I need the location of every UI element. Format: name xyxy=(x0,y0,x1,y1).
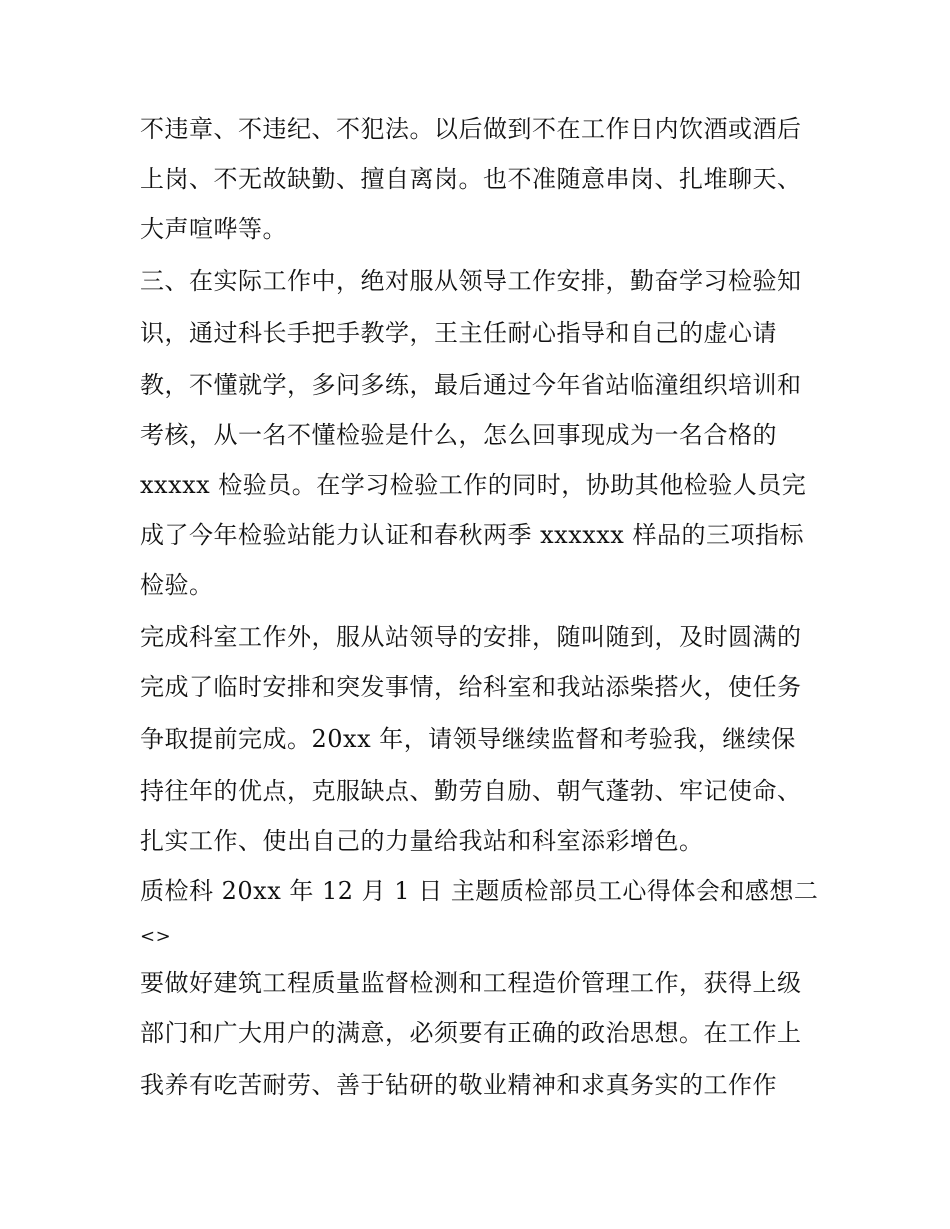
text-line: 部门和广大用户的满意，必须要有正确的政治思想。在工作上 xyxy=(140,1019,802,1047)
text-line: xxxxx 检验员。在学习检验工作的同时，协助其他检验人员完 xyxy=(140,471,807,499)
text-line: <> xyxy=(140,926,172,947)
text-line: 完成了临时安排和突发事情，给科室和我站添柴搭火，使任务 xyxy=(140,673,802,701)
text-line: 识，通过科长手把手教学，王主任耐心指导和自己的虚心请 xyxy=(140,319,777,347)
text-line: 我养有吃苦耐劳、善于钻研的敬业精神和求真务实的工作作 xyxy=(140,1071,777,1099)
text-line: 大声喧哗等。 xyxy=(140,215,287,243)
text-line: 三、在实际工作中，绝对服从领导工作安排，勤奋学习检验知 xyxy=(140,267,802,295)
text-line: 要做好建筑工程质量监督检测和工程造价管理工作，获得上级 xyxy=(140,969,802,997)
text-line: 不违章、不违纪、不犯法。以后做到不在工作日内饮酒或酒后 xyxy=(140,115,802,143)
text-line: 扎实工作、使出自己的力量给我站和科室添彩增色。 xyxy=(140,827,704,855)
text-line: 考核，从一名不懂检验是什么，怎么回事现成为一名合格的 xyxy=(140,421,777,449)
text-line: 检验。 xyxy=(140,571,214,599)
text-line: 争取提前完成。20xx 年，请领导继续监督和考验我，继续保 xyxy=(140,725,796,753)
text-line: 教，不懂就学，多问多练，最后通过今年省站临潼组织培训和 xyxy=(140,371,802,399)
text-line: 成了今年检验站能力认证和春秋两季 xxxxxx 样品的三项指标 xyxy=(140,521,804,549)
text-line: 持往年的优点，克服缺点、勤劳自励、朝气蓬勃、牢记使命、 xyxy=(140,777,802,805)
text-line: 上岗、不无故缺勤、擅自离岗。也不准随意串岗、扎堆聊天、 xyxy=(140,165,802,193)
text-line: 质检科 20xx 年 12 月 1 日 主题质检部员工心得体会和感想二 xyxy=(140,877,819,905)
text-line: 完成科室工作外，服从站领导的安排，随叫随到，及时圆满的 xyxy=(140,623,802,651)
